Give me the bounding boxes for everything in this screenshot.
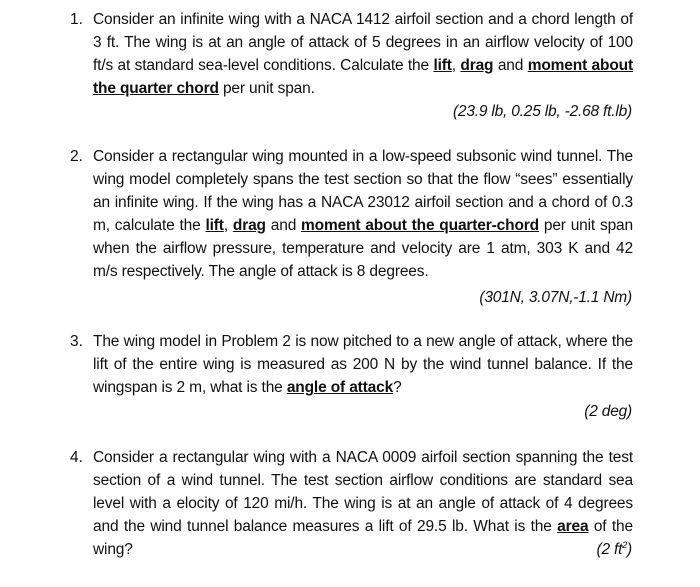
keyword-moment: moment about the quarter-chord <box>301 217 539 234</box>
problem-number: 1. <box>70 11 83 28</box>
keyword-lift: lift <box>205 217 224 234</box>
problem-number: 4. <box>70 449 83 466</box>
problem-text: Consider a rectangular wing with a NACA 0009 airfoil section spanning the test section of a wind tunnel. The test section airflow conditions are standard sea level with a elocity of 120 mi/h. The wing is at an angle of attack of 4 degrees and the wind tunnel balance measures a lift of 29.5 lb. What is the area of the wing? <box>93 449 633 558</box>
problem-text: Consider an infinite wing with a NACA 1412 airfoil section and a chord length of 3 ft. The wing is at an angle of attack of 5 degrees in an airflow velocity of 100 ft/s at standard sea-level conditions. Calculate the lift, drag and moment about the quarter chord per unit span. <box>93 11 633 97</box>
problem-number: 2. <box>70 148 83 165</box>
keyword-moment: moment about the quarter chord <box>93 57 633 97</box>
keyword-drag: drag <box>232 217 266 234</box>
answer: (2 deg) <box>584 403 632 420</box>
keyword-drag: drag <box>460 57 494 74</box>
answer: (2 $ft^2$) <box>596 539 632 558</box>
keyword-area: area <box>557 518 589 535</box>
keyword-lift: lift <box>433 57 452 74</box>
problem-text: The wing model in Problem 2 is now pitched to a new angle of attack, where the lift of the entire wing is measured as 200 N by the wind tunnel balance. If the wingspan is 2 m, what is the angle of attack? <box>93 333 633 396</box>
keyword-angle-of-attack: angle of attack <box>286 379 394 396</box>
answer: (301N, 3.07N,-1.1 Nm) <box>479 289 632 306</box>
problem-text: Consider a rectangular wing mounted in a low-speed subsonic wind tunnel. The wing model completely spans the test section so that the flow “sees” essentially an infinite wing. If the wing has a NACA 23012 airfoil section and a chord of 0.3 m, calculate the lift, drag and moment about the quarter-chord per unit span when the airflow pressure, temperature and velocity are 1 atm, 303 K and 42 m/s respectively. The angle of attack is 8 degrees. <box>93 148 633 280</box>
answer: (23.9 lb, 0.25 lb, -2.68 ft.lb) <box>452 103 632 120</box>
problem-number: 3. <box>70 333 83 350</box>
